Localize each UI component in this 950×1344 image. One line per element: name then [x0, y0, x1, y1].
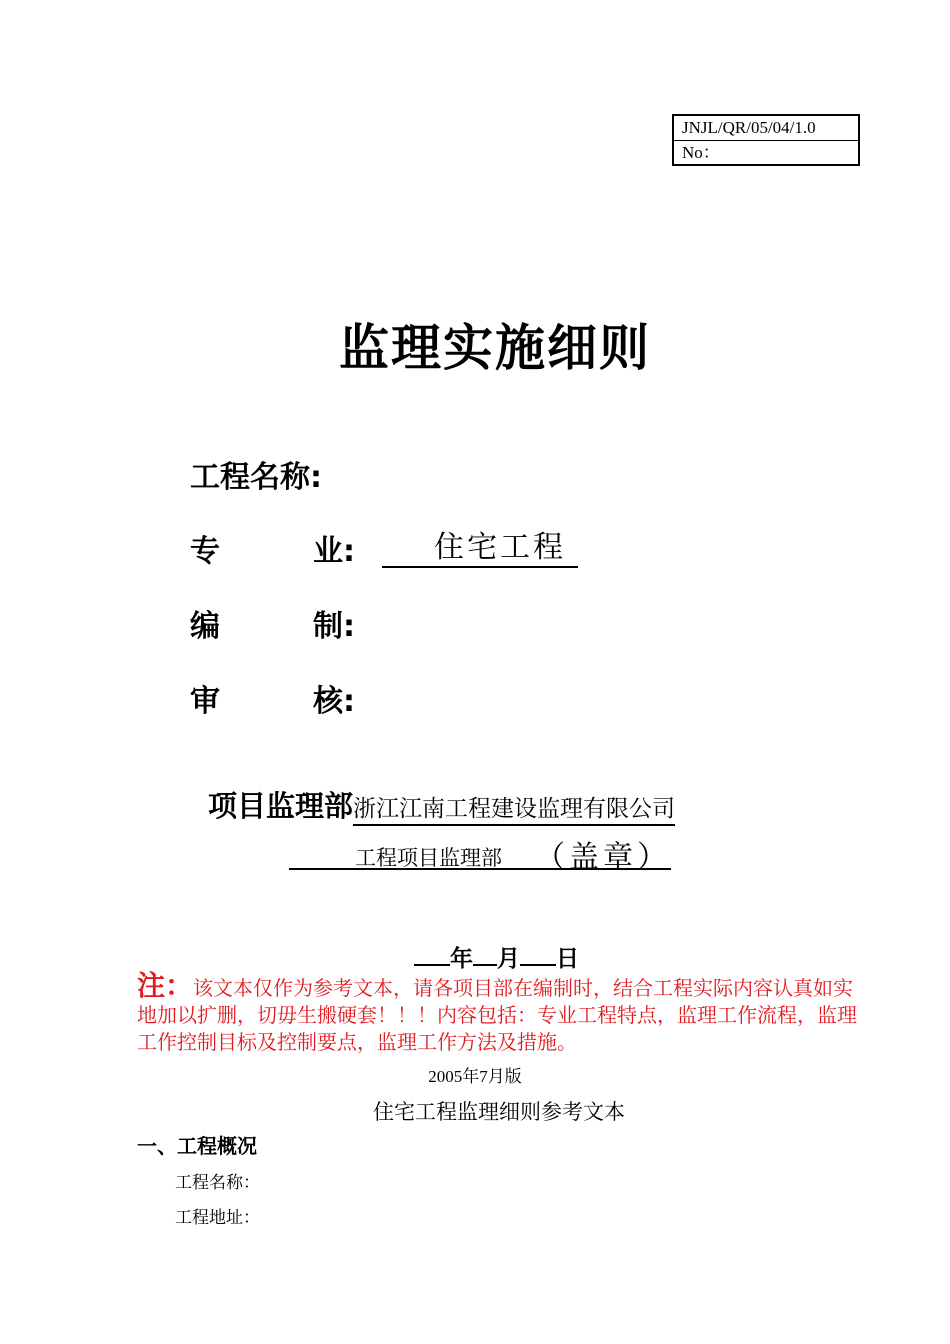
company-name: 浙江江南工程建设监理有限公司	[353, 796, 675, 826]
project-name-label: 工程名称:	[190, 460, 322, 495]
document-number-label: No：	[682, 143, 720, 162]
specialty-label-part1: 专	[190, 534, 220, 569]
project-department-text: 工程项目监理部	[355, 846, 502, 870]
version-text: 2005年7月版	[428, 1067, 522, 1086]
specialty-value-wrap	[382, 530, 578, 568]
specialty-label-part2: 业:	[313, 534, 355, 569]
reviewer-label-part2: 核:	[313, 684, 355, 719]
project-name-field	[190, 458, 322, 498]
note-text: 该文本仅作为参考文本，请各项目部在编制时，结合工程实际内容认真如实地加以扩删，切毋生搬硬套！！！内容包括：专业工程特点，监理工作流程，监理工作控制目标及控制要点，监理工作方法及措施。	[137, 976, 857, 1054]
month-blank	[473, 942, 497, 966]
department-label: 项目监理部	[208, 789, 354, 823]
date-line	[414, 940, 579, 973]
year-label: 年	[450, 946, 473, 972]
day-label: 日	[556, 946, 579, 972]
compiler-label-end	[313, 607, 355, 647]
reviewer-field	[190, 682, 220, 722]
department-line	[208, 784, 675, 825]
reviewer-label-end	[313, 682, 355, 722]
overview-item-project-address: 工程地址：	[175, 1208, 260, 1228]
overview-item-project-name: 工程名称：	[175, 1173, 260, 1193]
note-tag: 注：	[137, 969, 194, 1002]
document-code: JNJL/QR/05/04/1.0	[674, 116, 858, 141]
month-label: 月	[497, 946, 520, 972]
specialty-label-end	[313, 532, 355, 572]
reference-note	[137, 969, 861, 1056]
compiler-field	[190, 607, 220, 647]
seal-text: （盖章）	[535, 840, 671, 875]
specialty-value: 住宅工程	[382, 530, 578, 568]
reference-subtitle: 住宅工程监理细则参考文本	[373, 1100, 625, 1124]
year-blank	[414, 942, 450, 966]
day-blank	[520, 942, 556, 966]
department-line-2	[289, 832, 671, 875]
section-heading: 一、工程概况	[137, 1134, 257, 1158]
compiler-label-part1: 编	[190, 609, 220, 644]
document-title: 监理实施细则	[339, 319, 651, 377]
document-code-box	[672, 114, 860, 166]
compiler-label-part2: 制:	[313, 609, 355, 644]
reviewer-label-part1: 审	[190, 684, 220, 719]
specialty-field	[190, 532, 220, 572]
